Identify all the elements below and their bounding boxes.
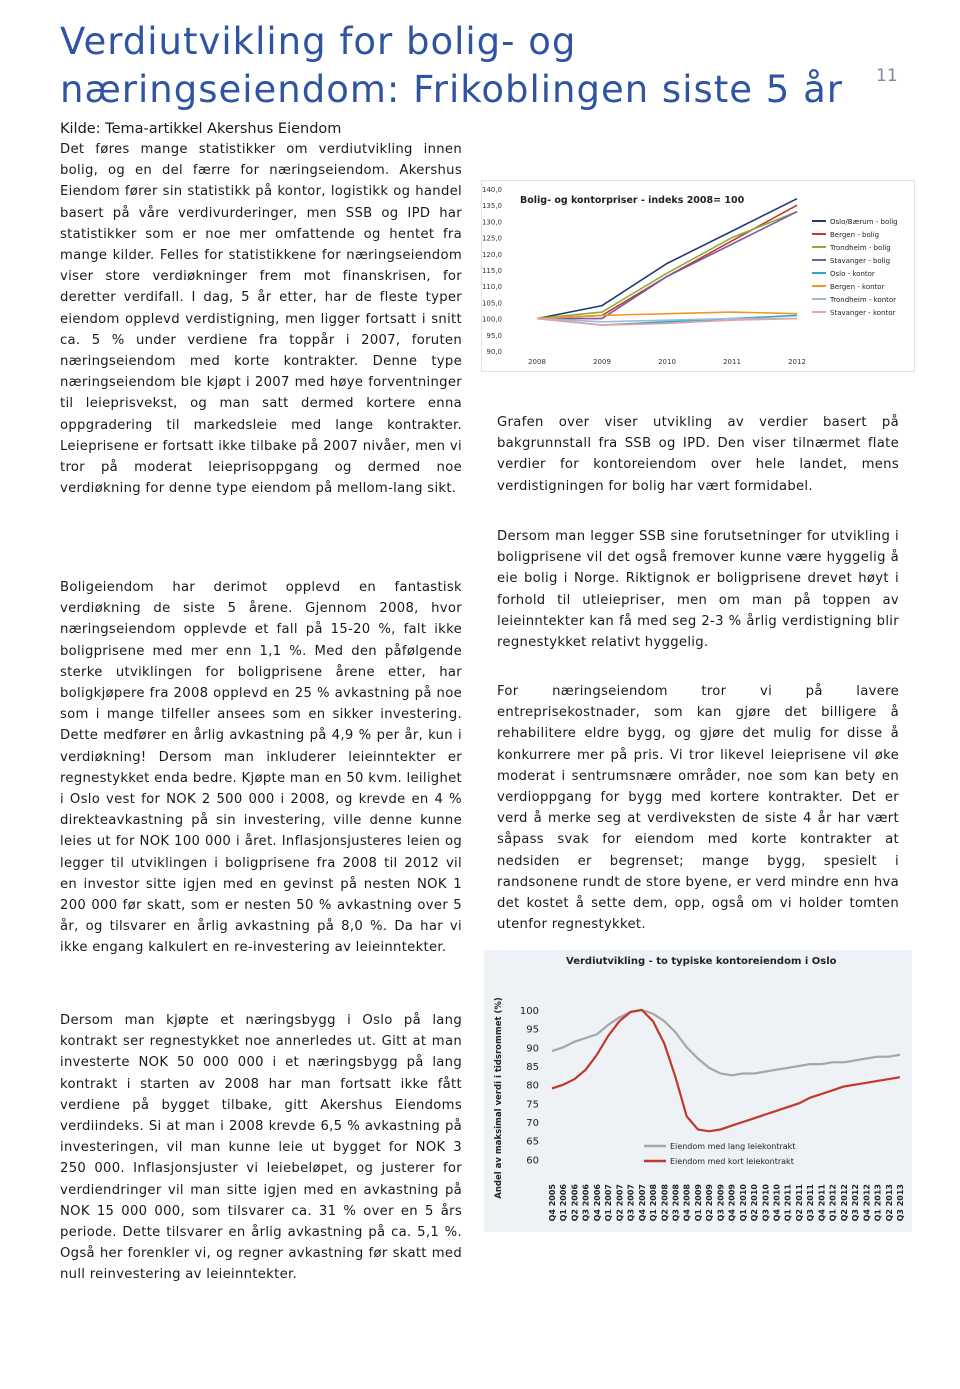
- legend-label: Trondheim - kontor: [830, 296, 897, 304]
- x-tick-label: Q2 2011: [794, 1184, 804, 1222]
- x-tick-label: 2012: [788, 358, 806, 366]
- x-tick-label: Q3 2012: [851, 1184, 861, 1222]
- x-tick-label: Q2 2009: [705, 1184, 715, 1222]
- x-tick-label: Q4 2008: [682, 1184, 692, 1222]
- y-tick-label: 85: [526, 1062, 539, 1073]
- x-tick-label: Q1 2006: [559, 1184, 569, 1222]
- x-tick-label: Q4 2009: [727, 1184, 737, 1222]
- x-tick-label: 2009: [593, 358, 611, 366]
- y-tick-label: 90: [526, 1043, 539, 1055]
- x-tick-label: Q3 2013: [896, 1184, 905, 1222]
- series-line: [537, 212, 797, 319]
- legend-label: Bergen - kontor: [830, 283, 885, 291]
- chart-title: Verdiutvikling - to typiske kontoreiendom i Oslo: [566, 956, 837, 967]
- x-tick-label: 2010: [658, 358, 676, 366]
- source-line: Kilde: Tema-artikkel Akershus Eiendom: [60, 121, 342, 137]
- chart-verdiutvikling-oslo: [484, 950, 912, 1232]
- y-tick-label: 115,0: [482, 267, 502, 275]
- x-tick-label: Q1 2009: [693, 1184, 703, 1222]
- x-tick-label: Q4 2012: [862, 1184, 872, 1222]
- legend-label: Eiendom med kort leiekontrakt: [670, 1157, 794, 1166]
- x-tick-label: Q2 2010: [750, 1184, 760, 1222]
- x-tick-label: Q4 2010: [772, 1184, 782, 1222]
- y-tick-label: 95,0: [486, 331, 502, 340]
- title-line-1: Verdiutvikling for bolig- og: [60, 20, 577, 63]
- x-tick-label: Q3 2009: [716, 1184, 726, 1222]
- legend-label: Stavanger - bolig: [830, 257, 891, 265]
- y-tick-label: 125,0: [482, 234, 502, 243]
- x-tick-label: Q1 2012: [828, 1184, 838, 1222]
- x-tick-label: Q1 2013: [873, 1184, 883, 1222]
- right-paragraph-1: Grafen over viser utvikling av verdier basert på bakgrunnstall fra SSB og IPD. Den viser tilnærmet flate verdier for kontoreiendom over hele landet, mens verdistigningen for bolig har vært formidabel.: [497, 415, 899, 494]
- left-paragraph-1: Det føres mange statistikker om verdiutvikling innen bolig, og en del færre for næringseiendom. Akershus Eiendom fører sin statistikk på kontor, logistikk og handel basert på våre verdivurderinger, men SSB og IPD har statistikker som er noe mer omfattende og hentet fra mange kilder. Felles for statistikkene for næringseiendom viser store verdiøkninger frem mot finanskrisen, for deretter verdifall. I dag, 5 år etter, har de fleste typer eiendom opplevd verdistigning, men ligger fortsatt i snitt ca. 5 % under verdiene fra toppår i 2007, foruten næringseiendom med korte kontrakter. Denne type næringseiendom ble kjøpt i 2007 med høye forventninger til leieprisvekst, og man satt dermed kortere enna oppgradering til markedsleie med lange kontrakter. Leieprisene er fortsatt ikke tilbake på 2007 nivåer, men vi tror på moderat leieprisoppgang og dermed noe verdiøkning for denne type eiendom på mellom-lang sikt.: [60, 142, 462, 497]
- y-tick-label: 95: [526, 1024, 539, 1036]
- legend-label: Oslo/Bærum - bolig: [830, 218, 898, 226]
- x-tick-label: Q1 2008: [649, 1184, 659, 1222]
- x-tick-label: Q2 2013: [884, 1184, 894, 1222]
- y-tick-label: 100,0: [482, 315, 502, 324]
- x-tick-label: Q3 2008: [671, 1184, 681, 1222]
- series-line: [537, 205, 797, 318]
- y-tick-label: 105,0: [482, 299, 502, 308]
- x-tick-label: Q2 2007: [615, 1184, 625, 1222]
- x-tick-label: Q1 2011: [783, 1184, 793, 1222]
- y-axis-label: Andel av maksimal verdi i tidsrommet (%): [494, 997, 504, 1199]
- chart-verdiutvikling-oslo-svg: [484, 950, 912, 1232]
- x-tick-label: Q3 2010: [761, 1184, 771, 1222]
- chart-bolig-kontor-svg: [482, 181, 914, 371]
- y-tick-label: 100: [519, 1006, 539, 1017]
- x-tick-label: Q3 2011: [806, 1184, 816, 1222]
- title-line-2: næringseiendom: Frikoblingen siste 5 år: [60, 68, 843, 111]
- x-tick-label: Q4 2011: [817, 1184, 827, 1222]
- x-tick-label: Q4 2007: [637, 1184, 647, 1222]
- page-number: 11: [876, 66, 898, 86]
- chart-title: Bolig- og kontorpriser - indeks 2008= 100: [520, 195, 745, 206]
- page-title: [60, 18, 860, 114]
- x-tick-label: Q2 2008: [660, 1184, 670, 1222]
- chart-bolig-kontor: [481, 180, 915, 372]
- x-tick-label: Q1 2007: [604, 1184, 614, 1222]
- y-tick-label: 65: [526, 1136, 539, 1148]
- legend-label: Trondheim - bolig: [830, 244, 891, 252]
- x-tick-label: Q3 2007: [626, 1184, 636, 1222]
- x-tick-label: Q2 2012: [839, 1184, 849, 1222]
- y-tick-label: 120,0: [482, 250, 502, 259]
- x-tick-label: Q3 2006: [581, 1184, 591, 1222]
- y-tick-label: 80: [526, 1080, 539, 1092]
- x-tick-label: 2011: [723, 358, 741, 366]
- y-tick-label: 75: [526, 1099, 539, 1111]
- right-paragraph-2: Dersom man legger SSB sine forutsetninger for utvikling i boligprisene vil det også fremover kunne være hyggelig å eie bolig i Norge. Riktignok er boligprisene drevet høyt i forhold til utleiepriser, men om man på toppen av leieinntekter kan få med seg 2-3 % årlig verdistigning blir regnestykket relativt hyggelig.: [497, 529, 899, 651]
- x-tick-label: Q1 2010: [738, 1184, 748, 1222]
- legend-label: Stavanger - kontor: [830, 309, 896, 317]
- right-paragraph-3: For næringseiendom tror vi på lavere entreprisekostnader, som kan gjøre det billigere å rehabilitere eldre bygg, og gjøre det mulig for disse å konkurrere mer på pris. Vi tror likevel leieprisene vil øke moderat i sentrumsnære områder, noe som kan bety en verdioppgang for bygg med kortere kontrakter. Det er verd å merke seg at verdiveksten de siste 4 år har vært såpass svak for eiendom med korte kontrakter at nedsiden er begrenset; mange bygg, spesielt i randsonene rundt de store byene, er verd mindre enn hva det kostet å sette dem, opp, også om vi holder tomten utenfor regnestykket.: [497, 684, 899, 933]
- x-tick-label: 2008: [528, 358, 546, 366]
- x-tick-label: Q4 2005: [548, 1184, 557, 1222]
- y-tick-label: 130,0: [482, 218, 502, 227]
- x-tick-label: Q4 2006: [592, 1184, 602, 1222]
- left-paragraph-2: Boligeiendom har derimot opplevd en fantastisk verdiøkning de siste 5 årene. Gjennom 2008, hvor næringseiendom opplevde et fall på 15-20 %, falt ikke boligprisene med mer enn 1,1 %. Med den påfølgende sterke utviklingen for boligprisene årene etter, har boligkjøpere fra 2008 opplevd en 25 % avkastning på noe som i mange tilfeller ansees som en sikker investering. Dette medfører en årlig avkastning på 4,9 % per år, kun i verdiøkning! Dersom man inkluderer leieinntekter er regnestykket enda bedre. Kjøpte man en 50 kvm. leilighet i Oslo vest for NOK 2 500 000 i 2008, og krevde en 4 % direkteavkastning på sin investering, ville denne kunne leies ut for NOK 100 000 i året. Inflasjonsjusteres leien og legger til utviklingen i boligprisene fra 2008 til 2012 vil en investor sitte igjen med en gevinst på nesten NOK 1 200 000 før skatt, som er nesten 50 % avkastning over 5 år, og tilsvarer en årlig avkastning på 8,0 %. Da har vi ikke engang kalkulert en re-investering av leieinntekter.: [60, 580, 462, 956]
- y-tick-label: 60: [526, 1155, 539, 1167]
- left-paragraph-3: Dersom man kjøpte et næringsbygg i Oslo på lang kontrakt ser regnestykket noe annerledes ut. Gitt at man investerte NOK 50 000 000 i et næringsbygg på lang kontrakt i starten av 2008 har man fortsatt ikke fått verdiene på bygget tilbake, gitt Akershus Eiendoms verdiindeks. Si at man i 2008 krevde 6,5 % avkastning på investeringen, vil man kunne leie ut bygget for NOK 3 250 000. Inflasjonsjuster vi leiebeløpet, og justerer for verdiendringer vil man sitte igjen med en avkastning på NOK 15 000 000, som tilsvarer ca. 31 % over en 5 års periode. Dette tilsvarer en årlig avkastning på ca. 5,1 %. Også her forenkler vi, og regner avkastning før skatt med null reinvestering av leieinntekter.: [60, 1013, 462, 1283]
- y-tick-label: 90,0: [486, 348, 502, 356]
- legend-label: Eiendom med lang leiekontrakt: [670, 1142, 796, 1151]
- y-tick-label: 70: [526, 1118, 539, 1129]
- legend-label: Oslo - kontor: [830, 270, 875, 278]
- y-tick-label: 135,0: [482, 202, 502, 211]
- series-line: [537, 199, 797, 319]
- x-tick-label: Q2 2006: [570, 1184, 580, 1222]
- y-tick-label: 140,0: [482, 186, 502, 194]
- y-tick-label: 110,0: [482, 283, 502, 292]
- legend-label: Bergen - bolig: [830, 231, 880, 239]
